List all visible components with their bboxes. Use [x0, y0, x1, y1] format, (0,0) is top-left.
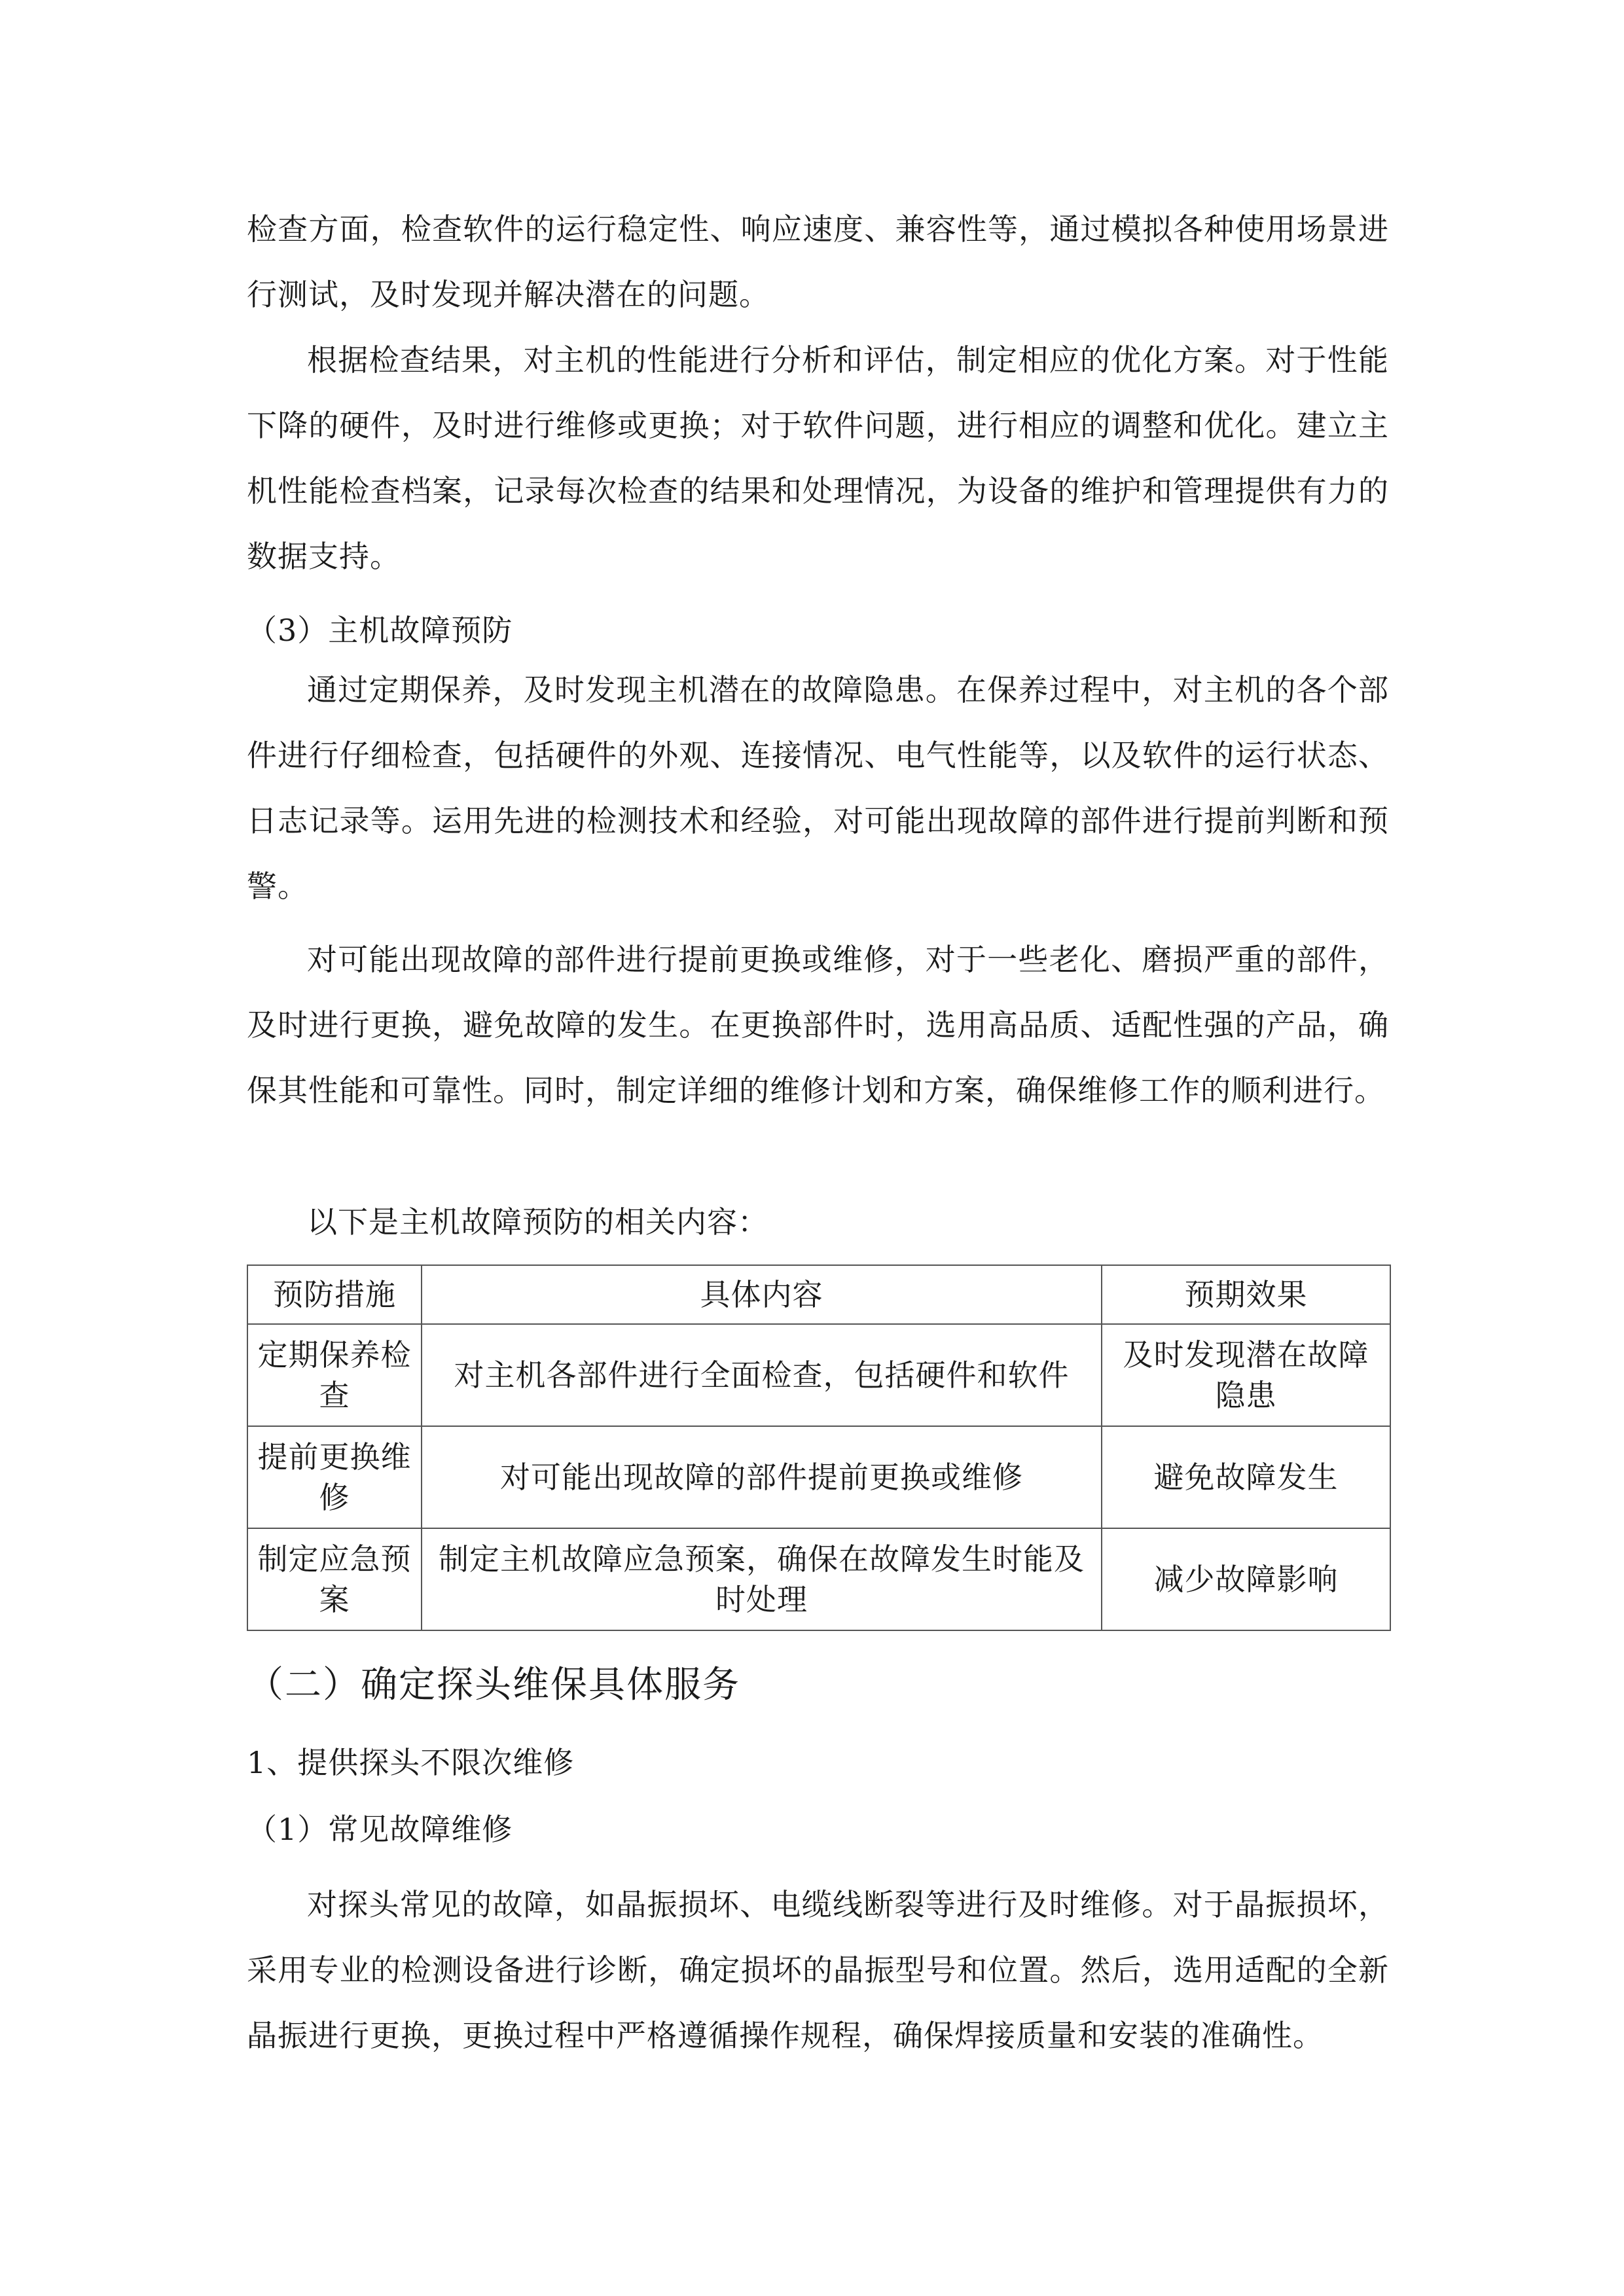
table-cell: 定期保养检查	[247, 1324, 422, 1426]
paragraph-probe-repair: 对探头常见的故障，如晶振损坏、电缆线断裂等进行及时维修。对于晶振损坏，采用专业的检测设备进行诊断，确定损坏的晶振型号和位置。然后，选用适配的全新晶振进行更换，更换过程中严格遵循操作规程，确保焊接质量和安装的准确性。	[247, 1887, 1389, 2053]
table-header-cell: 具体内容	[422, 1265, 1102, 1324]
subheading-unlimited-repair: 1、提供探头不限次维修	[247, 1745, 575, 1780]
paragraph-early-replacement: 对可能出现故障的部件进行提前更换或维修，对于一些老化、磨损严重的部件，及时进行更换，避免故障的发生。在更换部件时，选用高品质、适配性强的产品，确保其性能和可靠性。同时，制定详细的维修计划和方案，确保维修工作的顺利进行。	[247, 942, 1389, 1108]
table-cell: 制定应急预案	[247, 1528, 422, 1630]
table-cell: 及时发现潜在故障隐患	[1102, 1324, 1390, 1426]
table-row	[247, 1426, 1390, 1528]
paragraph-software-check: 检查方面，检查软件的运行稳定性、响应速度、兼容性等，通过模拟各种使用场景进行测试，及时发现并解决潜在的问题。	[247, 211, 1389, 312]
fault-prevention-table	[247, 1265, 1391, 1631]
table-cell: 对可能出现故障的部件提前更换或维修	[422, 1426, 1102, 1528]
table-row	[247, 1528, 1390, 1630]
subheading-common-fault-repair: （1）常见故障维修	[247, 1812, 513, 1847]
table-cell: 制定主机故障应急预案，确保在故障发生时能及时处理	[422, 1528, 1102, 1630]
heading-host-fault-prevention: （3）主机故障预防	[247, 613, 513, 648]
table-header-cell: 预期效果	[1102, 1265, 1390, 1324]
table-cell: 减少故障影响	[1102, 1528, 1390, 1630]
paragraph-regular-maintenance: 通过定期保养，及时发现主机潜在的故障隐患。在保养过程中，对主机的各个部件进行仔细检查，包括硬件的外观、连接情况、电气性能等，以及软件的运行状态、日志记录等。运用先进的检测技术和经验，对可能出现故障的部件进行提前判断和预警。	[247, 672, 1389, 904]
table-header-cell: 预防措施	[247, 1265, 422, 1324]
paragraph-table-intro: 以下是主机故障预防的相关内容：	[307, 1204, 768, 1240]
table-cell: 对主机各部件进行全面检查，包括硬件和软件	[422, 1324, 1102, 1426]
paragraph-performance-analysis: 根据检查结果，对主机的性能进行分析和评估，制定相应的优化方案。对于性能下降的硬件，及时进行维修或更换；对于软件问题，进行相应的调整和优化。建立主机性能检查档案，记录每次检查的结果和处理情况，为设备的维护和管理提供有力的数据支持。	[247, 342, 1389, 574]
table-cell: 提前更换维修	[247, 1426, 422, 1528]
section-heading-probe-maintenance: （二）确定探头维保具体服务	[247, 1664, 740, 1706]
table-row	[247, 1324, 1390, 1426]
table-cell: 避免故障发生	[1102, 1426, 1390, 1528]
table-header-row	[247, 1265, 1390, 1324]
